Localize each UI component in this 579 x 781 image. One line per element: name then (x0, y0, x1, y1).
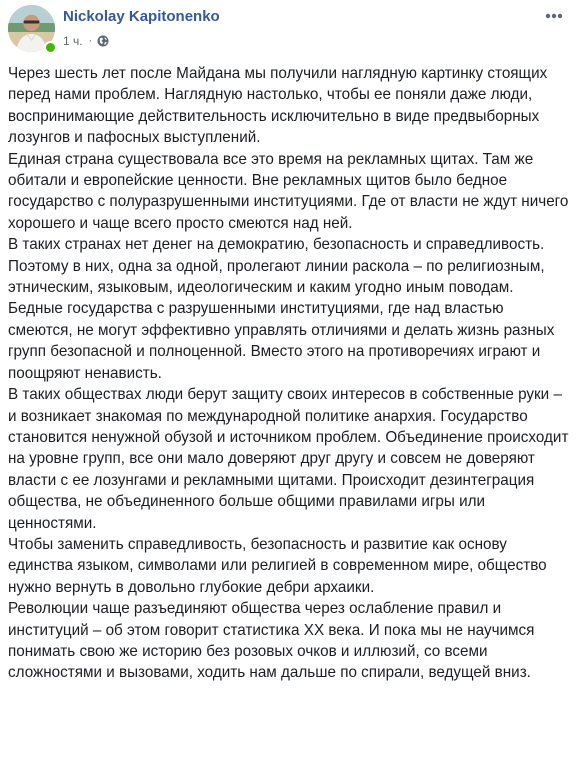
author-name[interactable]: Nickolay Kapitonenko (63, 8, 220, 25)
post-paragraph: Революции чаще разъединяют общества через ослабление правил и институций – об этом говорит статистика XX века. И пока мы не научимся понимать свою же историю без розовых очков и иллюзий, со всеми сложностями и вызовами, ходить нам дальше по спирали, ведущей вниз. (8, 600, 535, 682)
more-horizontal-icon[interactable] (542, 8, 566, 24)
post-meta (63, 32, 109, 48)
post-text (8, 63, 571, 684)
post-paragraph: Единая страна существовала все это время на рекламных щитах. Там же обитали и европейские ценности. Вне рекламных щитов было бедное государство с полуразрушенными институциями. Где от власти не ждут ничего хорошего и чаще всего просто смеются над ней. (8, 150, 569, 232)
post-paragraph: В таких странах нет денег на демократию, безопасность и справедливость. Поэтому в них, одна за одной, пролегают линии раскола – по религиозным, этническим, языковым, идеологическим и каким угодно иным поводам. Бедные государства с разрушенными институциями, где над властью смеются, не могут эффективно управлять отличиями и делать жизнь разных групп безопасной и полноценной. Вместо этого на противоречиях играют и поощряют ненависть. (8, 236, 555, 382)
post-timestamp[interactable]: 1 ч. (63, 33, 83, 48)
post-paragraph: Чтобы заменить справедливость, безопасность и развитие как основу единства языком, символами или религией в современном мире, общество нужно вернуть в довольно глубокие дебри архаики. (8, 535, 547, 596)
meta-separator: · (88, 34, 93, 47)
author-avatar-link[interactable] (8, 5, 55, 52)
post-header (8, 4, 568, 56)
online-status-dot (44, 41, 57, 54)
globe-icon[interactable] (97, 35, 109, 47)
post-paragraph: В таких обществах люди берут защиту своих интересов в собственные руки – и возникает знакомая по международной политике анархия. Государство становится ненужной обузой и источником проблем. Объединение происходит на уровне групп, все они мало доверяют друг другу и совсем не доверяют власти с ее лозунгами и рекламными щитами. Происходит дезинтеграция общества, не объединенного больше общими правилами игры или ценностями. (8, 386, 569, 532)
post-paragraph: Через шесть лет после Майдана мы получили наглядную картинку стоящих перед нами проблем. Наглядную настолько, чтобы ее поняли даже люди, воспринимающие действительность исключительно в виде предвыборных лозунгов и пафосных выступлений. (8, 65, 548, 147)
